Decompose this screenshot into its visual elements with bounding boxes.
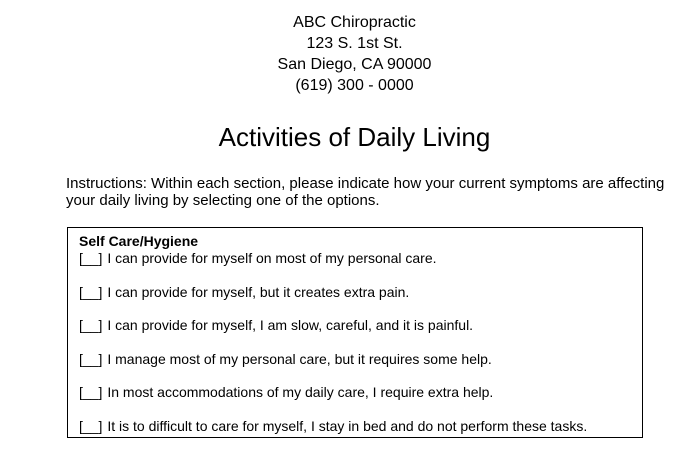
- option-label: In most accommodations of my daily care, I require extra help.: [107, 384, 494, 400]
- practice-phone: (619) 300 - 0000: [295, 77, 414, 94]
- self-care-section: [67, 227, 643, 438]
- option-item[interactable]: [79, 384, 493, 400]
- option-item[interactable]: [79, 284, 409, 300]
- option-item[interactable]: [79, 250, 437, 266]
- option-checkbox[interactable]: [__]: [79, 384, 103, 400]
- page-title: Activities of Daily Living: [218, 122, 491, 152]
- option-checkbox[interactable]: [__]: [79, 418, 103, 434]
- option-label: I can provide for myself, but it creates extra pain.: [107, 284, 410, 300]
- option-checkbox[interactable]: [__]: [79, 351, 103, 367]
- practice-city: San Diego, CA 90000: [277, 56, 432, 73]
- practice-street: 123 S. 1st St.: [306, 35, 403, 52]
- option-checkbox[interactable]: [__]: [79, 284, 103, 300]
- option-label: I manage most of my personal care, but it requires some help.: [107, 351, 492, 367]
- option-item[interactable]: [79, 317, 473, 333]
- section-title: Self Care/Hygiene: [79, 233, 199, 249]
- practice-name: ABC Chiropractic: [293, 14, 416, 31]
- option-item[interactable]: [79, 351, 492, 367]
- option-checkbox[interactable]: [__]: [79, 317, 103, 333]
- practice-header: [0, 12, 699, 96]
- option-checkbox[interactable]: [__]: [79, 250, 103, 266]
- option-label: I can provide for myself, I am slow, careful, and it is painful.: [107, 317, 474, 333]
- option-label: It is to difficult to care for myself, I stay in bed and do not perform these tasks.: [107, 418, 588, 434]
- instructions-text: Instructions: Within each section, please indicate how your current symptoms are affecting your daily living by selecting one of the options.: [66, 175, 665, 209]
- option-item[interactable]: [79, 418, 587, 434]
- option-label: I can provide for myself on most of my personal care.: [107, 250, 437, 266]
